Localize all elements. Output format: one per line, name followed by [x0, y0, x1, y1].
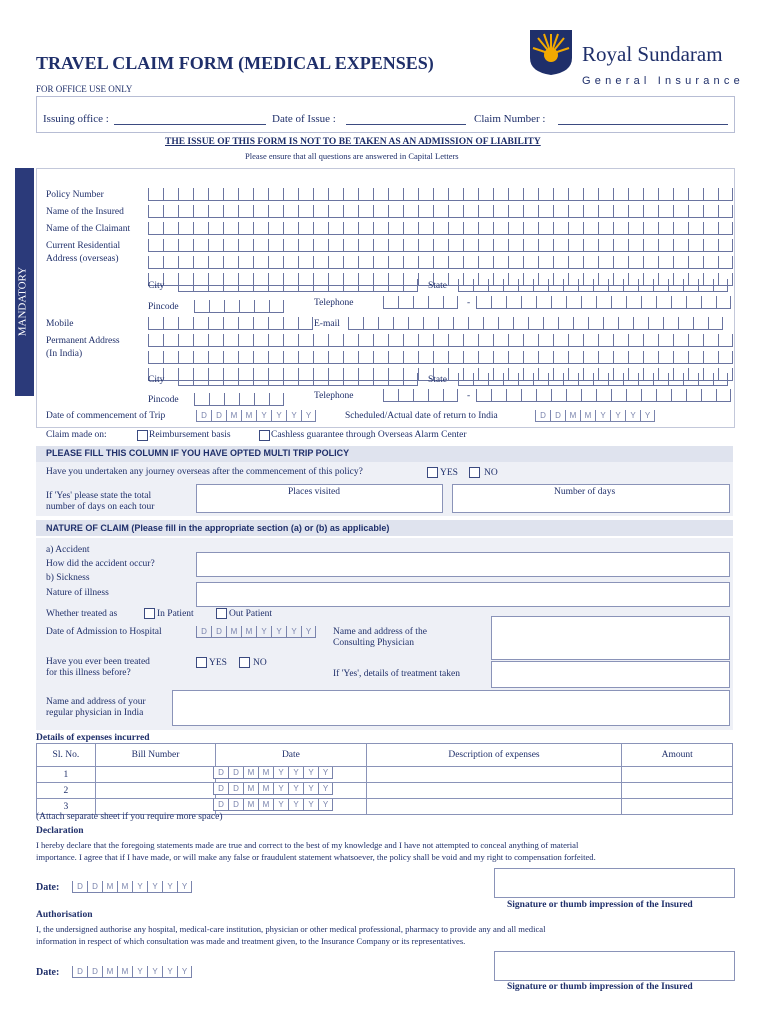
description-cell[interactable]	[366, 767, 622, 783]
date-cell-letter: D	[72, 881, 87, 893]
sun-emblem-icon	[528, 28, 574, 76]
date-return-label: Scheduled/Actual date of return to India	[345, 411, 498, 421]
expense-date-1	[213, 767, 333, 779]
date-cell-letter: M	[241, 410, 256, 422]
declaration-line-2: importance. I agree that if I have made, or will make any false or fraudulent statement whatsoever, the policy shall be void and my right to compensation forfeited.	[36, 852, 596, 862]
state2-label: State	[428, 375, 447, 385]
amount-cell[interactable]	[622, 767, 733, 783]
date-cell-letter: Y	[286, 410, 301, 422]
current-address-label-2: Address (overseas)	[46, 254, 119, 264]
date-commencement-field[interactable]	[196, 410, 316, 422]
city2-label: City	[148, 375, 165, 385]
date-return-field[interactable]	[535, 410, 655, 422]
state2-field[interactable]	[458, 373, 728, 386]
reimbursement-label: Reimbursement basis	[149, 430, 231, 440]
ever-treated-label-2: for this illness before?	[46, 668, 131, 678]
authorisation-date-label: Date:	[36, 967, 60, 978]
claim-number-field[interactable]	[558, 124, 728, 125]
liability-notice: THE ISSUE OF THIS FORM IS NOT TO BE TAKEN AS AN ADMISSION OF LIABILITY	[165, 137, 541, 147]
declaration-line-1: I hereby declare that the foregoing statements made are true and correct to the best of my knowledge and I have not attempted to conceal anything of material	[36, 840, 579, 850]
date-cell-letter: D	[228, 767, 243, 779]
reimbursement-checkbox[interactable]	[137, 430, 148, 441]
declaration-date-label: Date:	[36, 882, 60, 893]
expense-date-3	[213, 799, 333, 811]
date-cell-letter: D	[196, 410, 211, 422]
row-sl-no: 1	[37, 767, 96, 783]
telephone-number-field[interactable]	[476, 296, 731, 309]
policy-number-field[interactable]	[148, 188, 733, 201]
date-cell-letter: D	[196, 626, 211, 638]
name-insured-label: Name of the Insured	[46, 207, 124, 217]
in-patient-checkbox[interactable]	[144, 608, 155, 619]
telephone-dash: -	[467, 298, 471, 308]
multi-trip-no-checkbox[interactable]	[469, 467, 480, 478]
date-cell-letter: M	[243, 799, 258, 811]
date-cell-letter: Y	[288, 767, 303, 779]
email-label: E-mail	[314, 319, 340, 329]
claim-number-label: Claim Number :	[474, 113, 546, 125]
date-cell-letter: Y	[301, 626, 316, 638]
date-cell-letter: M	[243, 783, 258, 795]
name-claimant-label: Name of the Claimant	[46, 224, 131, 234]
date-cell-letter: D	[228, 799, 243, 811]
date-cell-letter: Y	[318, 767, 333, 779]
date-admission-field[interactable]	[196, 626, 316, 638]
places-visited-label: Places visited	[288, 487, 340, 497]
out-patient-checkbox[interactable]	[216, 608, 227, 619]
name-claimant-field[interactable]	[148, 222, 733, 235]
form-title: TRAVEL CLAIM FORM (MEDICAL EXPENSES)	[36, 53, 434, 73]
row-sl-no: 2	[37, 783, 96, 799]
date-cell-letter: Y	[288, 799, 303, 811]
pincode2-field[interactable]	[194, 393, 284, 406]
nature-illness-label: Nature of illness	[46, 588, 109, 598]
nature-illness-field[interactable]	[196, 582, 730, 607]
date-cell-letter: D	[213, 783, 228, 795]
amount-cell[interactable]	[622, 783, 733, 799]
declaration-signature-box[interactable]	[494, 868, 735, 898]
permanent-address-label-2: (In India)	[46, 349, 83, 359]
expenses-table	[36, 743, 733, 815]
ever-treated-label-1: Have you ever been treated	[46, 657, 150, 667]
how-accident-label: How did the accident occur?	[46, 559, 155, 569]
regular-physician-label-2: regular physician in India	[46, 708, 144, 718]
date-cell-letter: Y	[147, 966, 162, 978]
ever-treated-no-checkbox[interactable]	[239, 657, 250, 668]
date-cell-letter: Y	[271, 626, 286, 638]
in-patient-label: In Patient	[157, 609, 194, 619]
office-use-box	[36, 96, 735, 133]
current-address-line-1[interactable]	[148, 239, 733, 252]
declaration-signature-label: Signature or thumb impression of the Insured	[507, 900, 693, 910]
multi-trip-yes-label: YES	[440, 468, 458, 478]
date-cell-letter: D	[72, 966, 87, 978]
date-cell-letter: Y	[301, 410, 316, 422]
declaration-date-field[interactable]	[72, 881, 192, 893]
col-amount: Amount	[622, 744, 733, 767]
date-cell-letter: D	[211, 410, 226, 422]
ever-treated-no-label: NO	[253, 658, 267, 668]
consulting-label-1: Name and address of the	[333, 627, 427, 637]
out-patient-label: Out Patient	[229, 609, 273, 619]
pincode-field[interactable]	[194, 300, 284, 313]
col-description: Description of expenses	[366, 744, 622, 767]
date-cell-letter: Y	[273, 783, 288, 795]
date-cell-letter: M	[258, 799, 273, 811]
date-cell-letter: M	[258, 783, 273, 795]
current-address-label-1: Current Residential	[46, 241, 121, 251]
date-cell-letter: Y	[256, 410, 271, 422]
date-cell-letter: M	[226, 410, 241, 422]
telephone2-dash: -	[467, 391, 471, 401]
treatment-details-field[interactable]	[491, 661, 730, 688]
regular-physician-label-1: Name and address of your	[46, 697, 146, 707]
date-cell-letter: M	[580, 410, 595, 422]
mobile-field[interactable]	[148, 317, 313, 330]
authorisation-line-2: information in respect of which consultation was made and treatment given, to the Insurance Company or its representatives.	[36, 936, 466, 946]
date-cell-letter: Y	[595, 410, 610, 422]
date-cell-letter: Y	[162, 966, 177, 978]
date-cell-letter: M	[226, 626, 241, 638]
description-cell[interactable]	[366, 783, 622, 799]
number-of-days-label: Number of days	[554, 487, 616, 497]
telephone2-number-field[interactable]	[476, 389, 731, 402]
table-row	[37, 783, 733, 799]
date-cell-letter: Y	[640, 410, 655, 422]
state-label: State	[428, 281, 447, 291]
date-cell-letter: M	[258, 767, 273, 779]
date-cell-letter: M	[565, 410, 580, 422]
amount-cell[interactable]	[622, 799, 733, 815]
date-cell-letter: Y	[273, 767, 288, 779]
date-cell-letter: Y	[132, 881, 147, 893]
city-field[interactable]	[178, 279, 418, 292]
capital-letters-notice: Please ensure that all questions are answered in Capital Letters	[245, 151, 459, 161]
permanent-address-line-2[interactable]	[148, 351, 733, 364]
date-cell-letter: D	[535, 410, 550, 422]
date-cell-letter: Y	[303, 783, 318, 795]
authorisation-signature-label: Signature or thumb impression of the Insured	[507, 982, 693, 992]
permanent-address-line-1[interactable]	[148, 334, 733, 347]
date-admission-label: Date of Admission to Hospital	[46, 627, 162, 637]
date-cell-letter: M	[102, 966, 117, 978]
date-cell-letter: D	[213, 799, 228, 811]
date-cell-letter: Y	[318, 799, 333, 811]
date-cell-letter: Y	[132, 966, 147, 978]
date-cell-letter: M	[117, 966, 132, 978]
col-date: Date	[216, 744, 366, 767]
city2-field[interactable]	[178, 373, 418, 386]
bill-number-cell[interactable]	[95, 783, 216, 799]
col-sl-no: Sl. No.	[37, 744, 96, 767]
date-cell-letter: Y	[177, 966, 192, 978]
cashless-label: Cashless guarantee through Overseas Alarm Center	[271, 430, 467, 440]
mobile-label: Mobile	[46, 319, 74, 329]
date-cell-letter: Y	[288, 783, 303, 795]
date-cell-letter: M	[117, 881, 132, 893]
expenses-heading: Details of expenses incurred	[36, 733, 150, 743]
multi-trip-heading: PLEASE FILL THIS COLUMN IF YOU HAVE OPTED MULTI TRIP POLICY	[46, 448, 350, 458]
city-label: City	[148, 281, 165, 291]
date-cell-letter: Y	[273, 799, 288, 811]
authorisation-line-1: I, the undersigned authorise any hospital, medical-care institution, physician or other medical professional, pharmacy to provide any and all medical	[36, 924, 546, 934]
issuing-office-field[interactable]	[114, 124, 266, 125]
authorisation-heading: Authorisation	[36, 910, 93, 920]
current-address-line-2[interactable]	[148, 256, 733, 269]
authorisation-date-field[interactable]	[72, 966, 192, 978]
date-cell-letter: Y	[286, 626, 301, 638]
bill-number-cell[interactable]	[95, 767, 216, 783]
regular-physician-field[interactable]	[172, 690, 730, 726]
date-cell-letter: Y	[303, 767, 318, 779]
attach-note: (Attach separate sheet if you require more space)	[36, 812, 223, 822]
issuing-office-label: Issuing office :	[43, 113, 109, 125]
nature-heading: NATURE OF CLAIM (Please fill in the appropriate section (a) or (b) as applicable)	[46, 523, 390, 533]
accident-label: a) Accident	[46, 545, 90, 555]
date-cell-letter: Y	[256, 626, 271, 638]
name-insured-field[interactable]	[148, 205, 733, 218]
multi-trip-yes-checkbox[interactable]	[427, 467, 438, 478]
brand-name: Royal Sundaram	[582, 42, 723, 66]
telephone-label: Telephone	[314, 298, 354, 308]
date-cell-letter: Y	[271, 410, 286, 422]
date-cell-letter: Y	[147, 881, 162, 893]
sickness-label: b) Sickness	[46, 573, 90, 583]
pincode2-label: Pincode	[148, 395, 179, 405]
consulting-label-2: Consulting Physician	[333, 638, 415, 648]
col-bill-number: Bill Number	[95, 744, 216, 767]
date-cell-letter: M	[241, 626, 256, 638]
brand-subtitle: General Insurance	[582, 75, 744, 87]
date-cell-letter: Y	[177, 881, 192, 893]
declaration-heading: Declaration	[36, 826, 84, 836]
telephone-std-field[interactable]	[383, 296, 458, 309]
date-cell-letter: Y	[610, 410, 625, 422]
date-cell-letter: D	[87, 966, 102, 978]
date-cell-letter: Y	[303, 799, 318, 811]
description-cell[interactable]	[366, 799, 622, 815]
expenses-header-row	[37, 744, 733, 767]
multi-trip-if-yes-2: number of days on each tour	[46, 502, 155, 512]
mandatory-label: MANDATORY	[16, 266, 29, 337]
table-row	[37, 767, 733, 783]
ever-treated-yes-label: YES	[209, 658, 227, 668]
multi-trip-no-label: NO	[484, 468, 498, 478]
expense-date-2	[213, 783, 333, 795]
telephone2-std-field[interactable]	[383, 389, 458, 402]
office-use-label: FOR OFFICE USE ONLY	[36, 84, 133, 94]
date-cell-letter: D	[211, 626, 226, 638]
multi-trip-if-yes-1: If 'Yes' please state the total	[46, 491, 152, 501]
policy-number-label: Policy Number	[46, 190, 104, 200]
date-of-issue-label: Date of Issue :	[272, 113, 336, 125]
date-cell-letter: D	[228, 783, 243, 795]
date-cell-letter: Y	[162, 881, 177, 893]
email-field[interactable]	[348, 317, 723, 330]
date-cell-letter: D	[213, 767, 228, 779]
telephone2-label: Telephone	[314, 391, 354, 401]
date-cell-letter: Y	[318, 783, 333, 795]
claim-made-on-label: Claim made on:	[46, 430, 107, 440]
date-of-issue-field[interactable]	[346, 124, 466, 125]
multi-trip-question: Have you undertaken any journey overseas after the commencement of this policy?	[46, 467, 363, 477]
date-cell-letter: D	[550, 410, 565, 422]
authorisation-signature-box[interactable]	[494, 951, 735, 981]
consulting-physician-field[interactable]	[491, 616, 730, 660]
ever-treated-yes-checkbox[interactable]	[196, 657, 207, 668]
row-sl-no: 3	[37, 799, 96, 815]
cashless-checkbox[interactable]	[259, 430, 270, 441]
date-cell-letter: Y	[625, 410, 640, 422]
company-logo	[528, 28, 574, 76]
if-yes-details-label: If 'Yes', details of treatment taken	[333, 669, 460, 679]
date-cell-letter: D	[87, 881, 102, 893]
state-field[interactable]	[458, 279, 728, 292]
how-accident-field[interactable]	[196, 552, 730, 577]
date-commencement-label: Date of commencement of Trip	[46, 411, 166, 421]
date-cell-letter: M	[243, 767, 258, 779]
date-cell-letter: M	[102, 881, 117, 893]
whether-treated-label: Whether treated as	[46, 609, 118, 619]
permanent-address-label-1: Permanent Address	[46, 336, 120, 346]
pincode-label: Pincode	[148, 302, 179, 312]
